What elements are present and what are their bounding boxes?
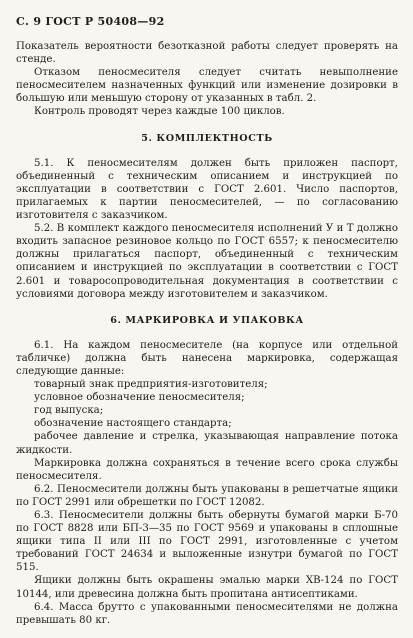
paragraph: 5.2. В комплект каждого пеносмесителя исполнений У и Т должно входить запасное резиновое кольцо по ГОСТ 6557; к пеносмесителю должны прилагаться паспорт, объединенный с техническим описанием и инструкцией по эксплуатации в соответствии с ГОСТ 2.601 и товаросопроводительная документация в соответствии с условиями договора между изготовителем и заказчиком. xyxy=(16,223,398,300)
paragraph: 6.4. Масса брутто с упакованными пеносмесителями не должна превышать 80 кг. xyxy=(16,601,398,626)
section-heading: 5. КОМПЛЕКТНОСТЬ xyxy=(141,132,273,144)
paragraph: 5.1. К пеносмесителям должен быть приложен паспорт, объединенный с техническим описанием и инструкцией по эксплуатации в соответствии с ГОСТ 2.601. Число паспортов, прилагаемых к партии пеносмесителей, — по согласованию изготовителя с заказчиком. xyxy=(16,157,398,222)
paragraph: Ящики должны быть окрашены эмалью марки ХВ-124 по ГОСТ 10144, или древесина должна быть пропитана антисептиками. xyxy=(16,575,398,600)
page-header: С. 9 ГОСТ Р 50408—92 xyxy=(16,15,165,28)
paragraph: Контроль проводят через каждые 100 циклов. xyxy=(34,106,285,118)
list-item: товарный знак предприятия-изготовителя; xyxy=(34,379,268,391)
paragraph: 6.2. Пеносмесители должны быть упакованы в решетчатые ящики по ГОСТ 2991 или обрешетки по ГОСТ 12082. xyxy=(16,483,398,508)
document-body xyxy=(16,40,398,627)
paragraph: 6.1. На каждом пеносмесителе (на корпусе или отдельной табличке) должна быть нанесена маркировка, содержащая следующие данные: xyxy=(16,339,398,377)
paragraph: рабочее давление и стрелка, указывающая направление потока жидкости. xyxy=(16,431,398,456)
list-item: условное обозначение пеносмесителя; xyxy=(34,392,245,404)
paragraph: 6.3. Пеносмесители должны быть обернуты бумагой марки Б-70 по ГОСТ 8828 или БП-3—35 по ГОСТ 9569 и упакованы в сплошные ящики типа II или III по ГОСТ 2991, изготовленные с учетом требований ГОСТ 24634 и выложенные изнутри бумагой по ГОСТ 515. xyxy=(16,510,398,574)
paragraph: Отказом пеносмесителя следует считать невыполнение пеносмесителем назначенных функций или изменение дозировки в большую или меньшую сторону от указанных в табл. 2. xyxy=(16,67,398,105)
list-item: год выпуска; xyxy=(34,405,104,417)
list-item: обозначение настоящего стандарта; xyxy=(34,418,232,430)
section-heading: 6. МАРКИРОВКА И УПАКОВКА xyxy=(110,314,304,326)
paragraph: Показатель вероятности безотказной работы следует проверять на стенде. xyxy=(16,41,398,66)
paragraph: Маркировка должна сохраняться в течение всего срока службы пеносмесителя. xyxy=(16,457,398,482)
